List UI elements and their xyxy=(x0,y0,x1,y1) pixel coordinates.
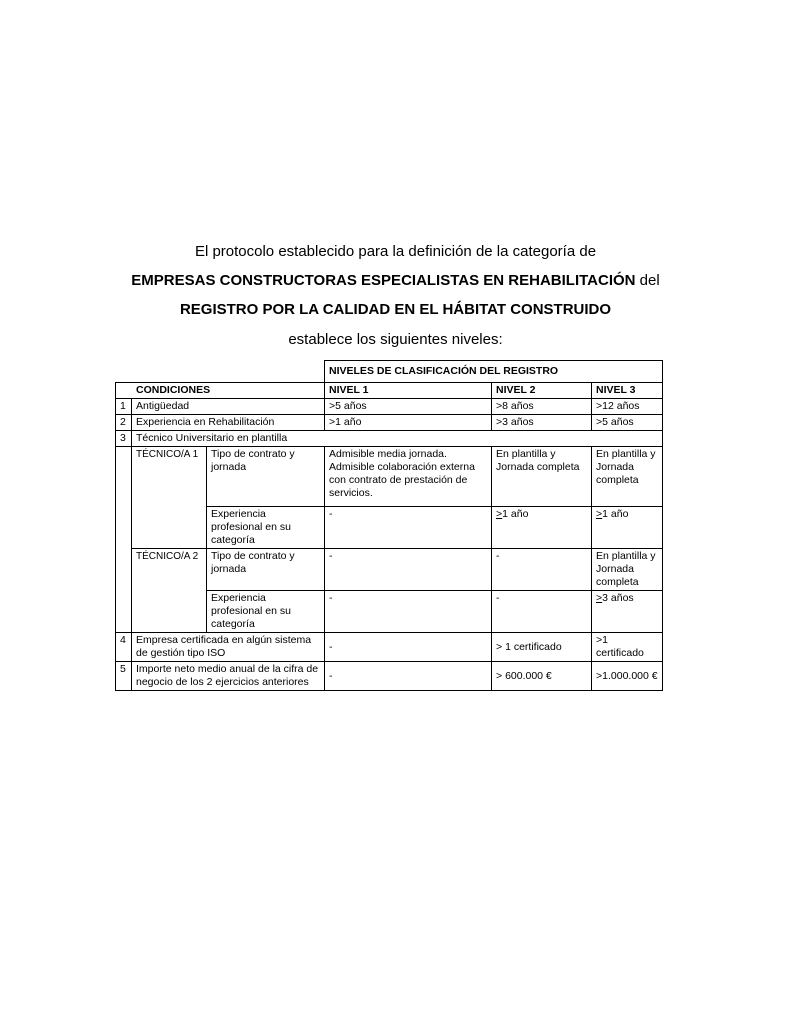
intro-line-4: establece los siguientes niveles: xyxy=(288,331,503,348)
value-text: 1 año xyxy=(502,508,529,520)
row-number: 4 xyxy=(116,633,132,662)
nivel-3-value xyxy=(592,507,663,549)
gte-symbol: > xyxy=(596,508,603,520)
condition-label: Importe neto medio anual de la cifra de negocio de los 2 ejercicios anteriores xyxy=(132,662,325,691)
table-row xyxy=(116,549,663,591)
row-number: 3 xyxy=(116,431,132,447)
nivel-2-value: >8 años xyxy=(492,399,592,415)
value-text: 3 años xyxy=(602,592,634,604)
classification-table xyxy=(115,360,663,691)
nivel-1-value: - xyxy=(325,662,492,691)
tecnico-2-label: TÉCNICO/A 2 xyxy=(132,549,207,633)
table-row xyxy=(116,662,663,691)
row-number: 1 xyxy=(116,399,132,415)
condition-label: Experiencia profesional en su categoría xyxy=(207,591,325,633)
table-row xyxy=(116,633,663,662)
nivel-2-value xyxy=(492,507,592,549)
nivel-1-value: - xyxy=(325,591,492,633)
nivel-2-header: NIVEL 2 xyxy=(492,383,592,399)
tecnico-1-label: TÉCNICO/A 1 xyxy=(132,447,207,549)
registry-name: REGISTRO POR LA CALIDAD EN EL HÁBITAT CONSTRUIDO xyxy=(179,301,612,318)
nivel-1-header: NIVEL 1 xyxy=(325,383,492,399)
row-number: 5 xyxy=(116,662,132,691)
intro-line-2 xyxy=(0,272,791,289)
nivel-3-value: >1 certificado xyxy=(592,633,663,662)
nivel-3-header: NIVEL 3 xyxy=(592,383,663,399)
condition-label: Experiencia profesional en su categoría xyxy=(207,507,325,549)
category-name: EMPRESAS CONSTRUCTORAS ESPECIALISTAS EN REHABILITACIÓN xyxy=(131,272,636,289)
nivel-3-value: >5 años xyxy=(592,415,663,431)
table-row xyxy=(116,447,663,507)
nivel-2-value: - xyxy=(492,549,592,591)
nivel-3-value: En plantilla y Jornada completa xyxy=(592,549,663,591)
gte-symbol: > xyxy=(596,592,603,604)
table-row xyxy=(116,399,663,415)
nivel-2-value: >3 años xyxy=(492,415,592,431)
empty-corner xyxy=(116,361,325,383)
condition-label: Tipo de contrato y jornada xyxy=(207,447,325,507)
condition-label: Técnico Universitario en plantilla xyxy=(132,431,663,447)
nivel-1-value: - xyxy=(325,507,492,549)
row-number-spacer xyxy=(116,447,132,633)
table-row xyxy=(116,431,663,447)
levels-group-header: NIVELES DE CLASIFICACIÓN DEL REGISTRO xyxy=(325,361,663,383)
nivel-1-value: - xyxy=(325,549,492,591)
condition-label: Experiencia en Rehabilitación xyxy=(132,415,325,431)
nivel-3-value: En plantilla y Jornada completa xyxy=(592,447,663,507)
nivel-1-value: >5 años xyxy=(325,399,492,415)
value-text: 1 año xyxy=(602,508,629,520)
row-number: 2 xyxy=(116,415,132,431)
nivel-2-value: En plantilla y Jornada completa xyxy=(492,447,592,507)
conditions-header: CONDICIONES xyxy=(116,383,325,399)
nivel-2-value: - xyxy=(492,591,592,633)
condition-label: Tipo de contrato y jornada xyxy=(207,549,325,591)
table-row xyxy=(116,415,663,431)
intro-line-2-suffix: del xyxy=(635,272,660,289)
nivel-3-value xyxy=(592,591,663,633)
nivel-3-value: >12 años xyxy=(592,399,663,415)
nivel-3-value: >1.000.000 € xyxy=(592,662,663,691)
nivel-1-value: - xyxy=(325,633,492,662)
nivel-2-value: > 1 certificado xyxy=(492,633,592,662)
gte-symbol: > xyxy=(496,508,503,520)
intro-line-1: El protocolo establecido para la definición de la categoría de xyxy=(194,243,597,260)
nivel-1-value: Admisible media jornada. Admisible colaboración externa con contrato de prestación de servicios. xyxy=(325,447,492,507)
condition-label: Antigüedad xyxy=(132,399,325,415)
nivel-1-value: >1 año xyxy=(325,415,492,431)
condition-label: Empresa certificada en algún sistema de gestión tipo ISO xyxy=(132,633,325,662)
nivel-2-value: > 600.000 € xyxy=(492,662,592,691)
